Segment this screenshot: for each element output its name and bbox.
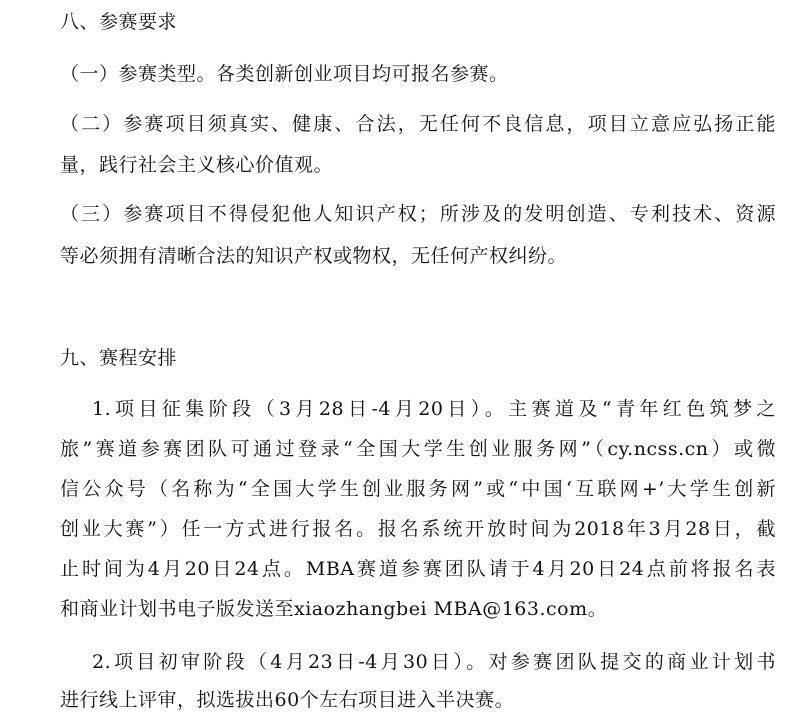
schedule-paragraph-1-line-6: 和商业计划书电子版发送至xiaozhangbei MBA@163.com。 — [60, 598, 608, 620]
requirement-item-3-line-1: （三）参赛项目不得侵犯他人知识产权；所涉及的发明创造、专利技术、资源 — [60, 203, 776, 225]
schedule-paragraph-1-line-5: 止时间为4月20日24点。MBA赛道参赛团队请于4月20日24点前将报名表 — [60, 558, 776, 580]
schedule-paragraph-1-line-1: 1.项目征集阶段（3月28日-4月20日）。主赛道及“青年红色筑梦之 — [92, 398, 776, 420]
schedule-paragraph-1-line-3: 信公众号（名称为“全国大学生创业服务网”或“中国‘互联网+’大学生创新 — [60, 478, 776, 500]
requirement-item-1: （一）参赛类型。各类创新创业项目均可报名参赛。 — [60, 63, 509, 85]
schedule-paragraph-2-line-1: 2.项目初审阶段（4月23日-4月30日）。对参赛团队提交的商业计划书 — [92, 651, 776, 673]
schedule-paragraph-1-line-4: 创业大赛”）任一方式进行报名。报名系统开放时间为2018年3月28日，截 — [60, 518, 776, 540]
requirement-item-3-line-2: 等必须拥有清晰合法的知识产权或物权，无任何产权纠纷。 — [60, 245, 568, 267]
section-heading-requirements: 八、参赛要求 — [60, 11, 178, 33]
schedule-paragraph-1-line-2: 旅”赛道参赛团队可通过登录“全国大学生创业服务网”（cy.ncss.cn）或微 — [60, 438, 776, 460]
schedule-paragraph-2-line-2: 进行线上评审，拟选拔出60个左右项目进入半决赛。 — [60, 689, 515, 711]
section-heading-schedule: 九、赛程安排 — [60, 347, 178, 369]
requirement-item-2-line-2: 量，践行社会主义核心价值观。 — [60, 154, 334, 176]
requirement-item-2-line-1: （二）参赛项目须真实、健康、合法，无任何不良信息，项目立意应弘扬正能 — [60, 113, 776, 135]
